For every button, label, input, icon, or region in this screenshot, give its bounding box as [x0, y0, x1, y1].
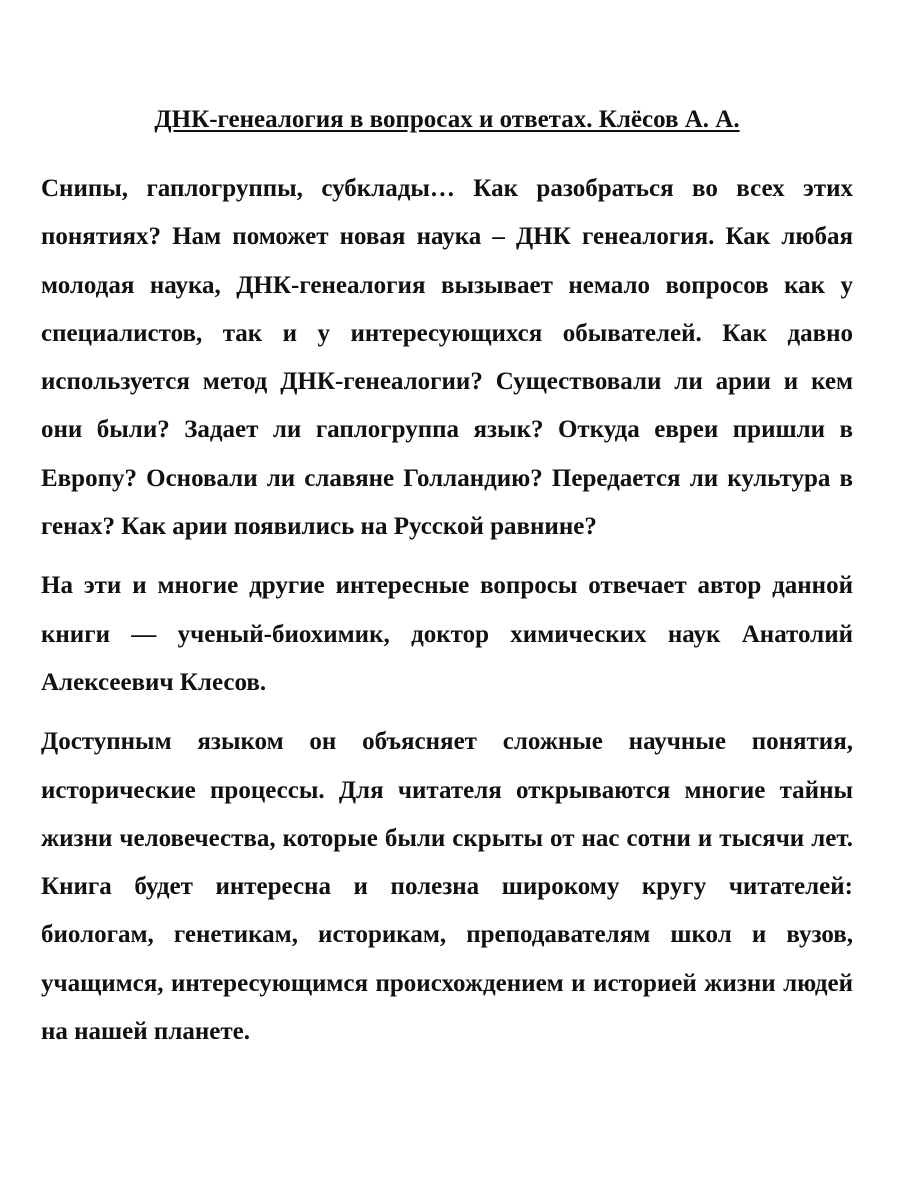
paragraph-intro: Снипы, гаплогруппы, субклады… Как разобраться во всех этих понятиях? Нам поможет новая наука – ДНК генеалогия. Как любая молодая наука, ДНК-генеалогия вызывает немало вопросов как у специалистов, так и у интересующихся обывателей. Как давно используется метод ДНК-генеалогии? Существовали ли арии и кем они были? Задает ли гаплогруппа язык? Откуда евреи пришли в Европу? Основали ли славяне Голландию? Передается ли культура в генах? Как арии появились на Русской равнине?: [41, 175, 853, 541]
paragraph-author: На эти и многие другие интересные вопросы отвечает автор данной книги — ученый-биохимик, доктор химических наук Анатолий Алексеевич Клесов.: [41, 572, 853, 696]
paragraph-audience: Доступным языком он объясняет сложные научные понятия, исторические процессы. Для читателя открываются многие тайны жизни человечества, которые были скрыты от нас сотни и тысячи лет. Книга будет интересна и полезна широкому кругу читателей: биологам, генетикам, историкам, преподавателям школ и вузов, учащимся, интересующимся происхождением и историей жизни людей на нашей планете.: [41, 728, 853, 1046]
document-page: [41, 96, 853, 1067]
document-title: ДНК-генеалогия в вопросах и ответах. Клёсов А. А.: [154, 106, 740, 133]
